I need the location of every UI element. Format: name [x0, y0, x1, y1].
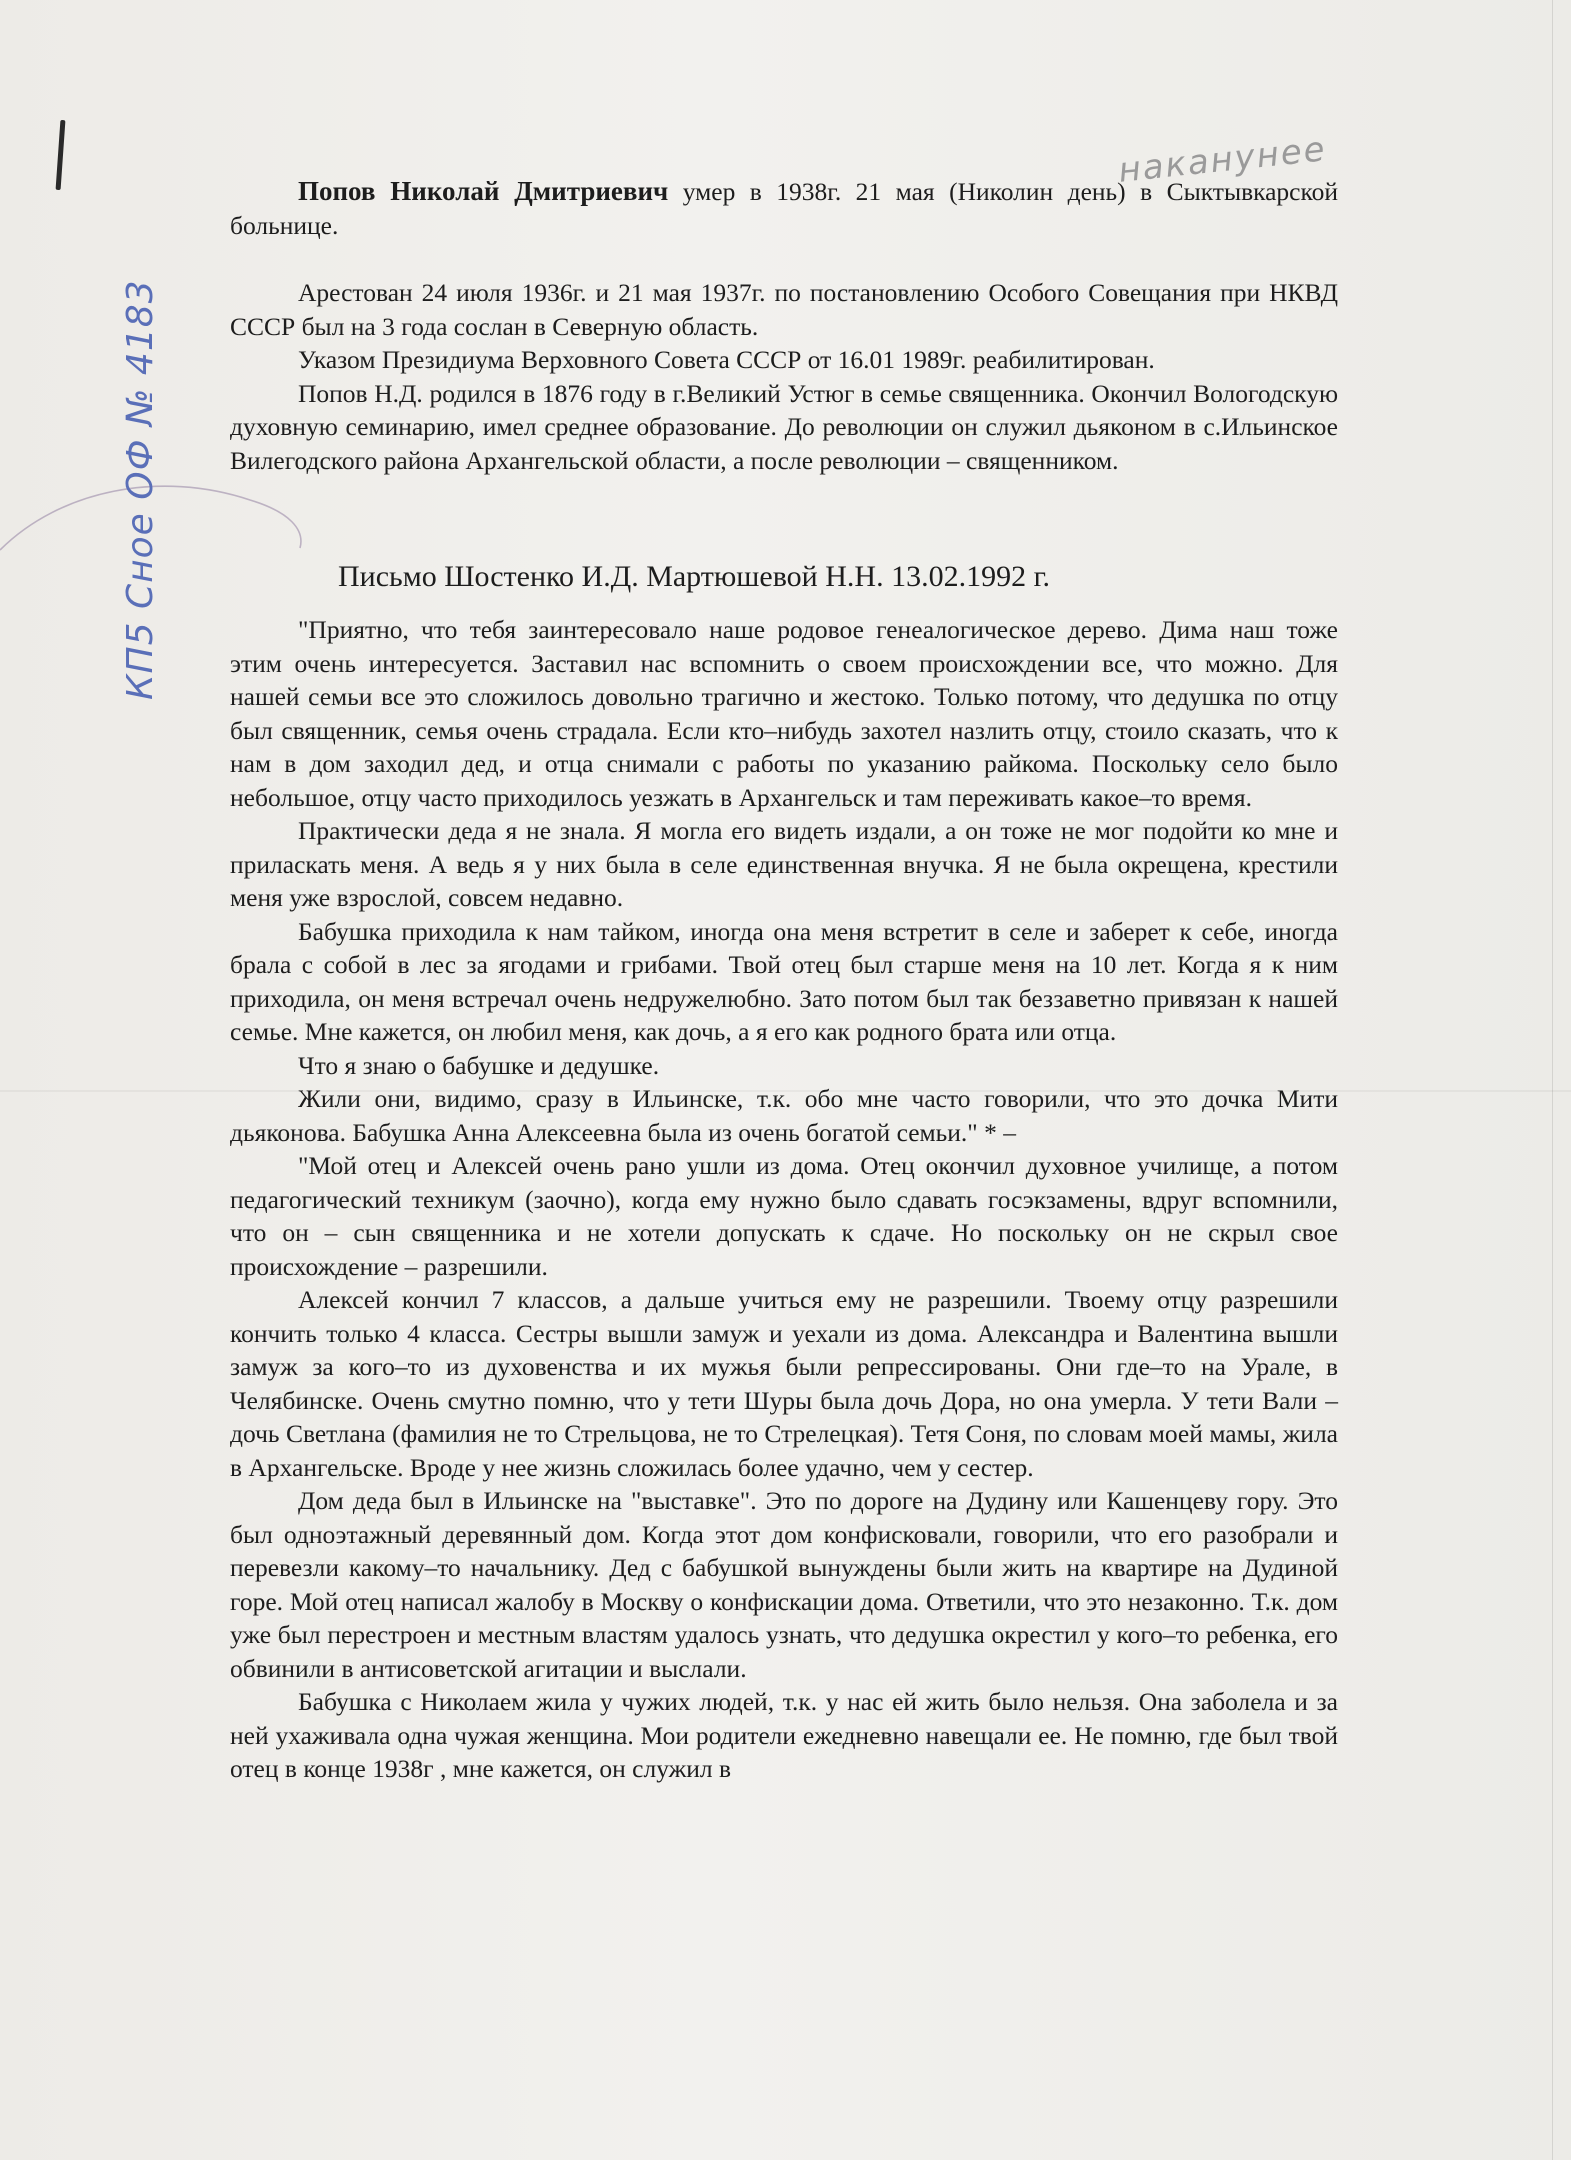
handwritten-corner-note: наканунее [1116, 129, 1329, 191]
letter-paragraph: Бабушка приходила к нам тайком, иногда она меня встретит в селе и заберет к себе, иногда брала с собой в лес за ягодами и грибами. Твой отец был старше меня на 10 лет. Когда я к ним приходила, он меня встречал очень недружелюбно. Зато потом был так беззаветно привязан к нашей семье. Мне кажется, он любил меня, как дочь, а я его как родного брата или отца. [230, 916, 1338, 1046]
person-name: Попов Николай Дмитриевич [298, 176, 669, 206]
letter-paragraph: "Приятно, что тебя заинтересовало наше родовое генеалогическое дерево. Дима наш тоже этим очень интересуется. Заставил нас вспомнить о своем происхождении все, что можно. Для нашей семьи все это сложилось довольно трагично и жестоко. Только потому, что дедушка по отцу был священник, семья очень страдала. Если кто–нибудь захотел назлить отцу, стоило сказать, что к нам в дом заходил дед, и отца снимали с работы по указанию райкома. Поскольку село было небольшое, отцу часто приходилось уезжать в Архангельск и там переживать какое–то время. [230, 615, 1338, 812]
death-statement: умер в 1938г. 21 мая (Николин день) в Сыктывкарской больнице. [230, 177, 1338, 240]
biography-section [230, 276, 1338, 477]
letter-paragraph: Дом деда был в Ильинске на "выставке". Это по дороге на Дудину или Кашенцеву гору. Это был одноэтажный деревянный дом. Когда этот дом конфисковали, говорили, что его разобрали и перевезли какому–то начальнику. Дед с бабушкой вынуждены были жить на квартире на Дудиной горе. Мой отец написал жалобу в Москву о конфискации дома. Ответили, что это незаконно. Т.к. дом уже был перестроен и местным властям удалось узнать, что дедушка окрестил у кого–то ребенка, его обвинили в антисоветской агитации и выслали. [230, 1486, 1338, 1683]
letter-paragraph: Что я знаю о бабушке и дедушке. [298, 1050, 660, 1080]
biography-paragraph: Попов Н.Д. родился в 1876 году в г.Великий Устюг в семье священника. Окончил Вологодскую духовную семинарию, имел среднее образование. До революции он служил дьяконом в с.Ильинское Вилегодского района Архангельской области, а после революции – священником. [230, 378, 1338, 475]
letter-paragraph: "Мой отец и Алексей очень рано ушли из дома. Отец окончил духовное училище, а потом педагогический техникум (заочно), когда ему нужно было сдавать госэкзамены, вдруг вспомнили, что он – сын священника и не хотели допускать к сдаче. Но поскольку он не скрыл свое происхождение – разрешили. [230, 1151, 1338, 1281]
paper-edge [1552, 0, 1553, 2160]
letter-paragraph: Практически деда я не знала. Я могла его видеть издали, а он тоже не мог подойти ко мне и приласкать меня. А ведь я у них была в селе единственная внучка. Я не была окрещена, крестили меня уже взрослой, совсем недавно. [230, 816, 1338, 912]
biography-paragraph: Арестован 24 июля 1936г. и 21 мая 1937г. по постановлению Особого Совещания при НКВД СССР был на 3 года сослан в Северную область. [230, 278, 1338, 341]
letter-paragraph: Алексей кончил 7 классов, а дальше учиться ему не разрешили. Твоему отцу разрешили кончить только 4 класса. Сестры вышли замуж и уехали из дома. Александра и Валентина вышли замуж за кого–то из духовенства и их мужья были репрессированы. Они где–то на Урале, в Челябинске. Очень смутно помню, что у тети Шуры была дочь Дора, но она умерла. У тети Вали – дочь Светлана (фамилия не то Стрельцова, не то Стрелецкая). Тетя Соня, по словам моей мамы, жила в Архангельске. Вроде у нее жизнь сложилась более удачно, чем у сестер. [230, 1285, 1338, 1482]
letter-title: Письмо Шостенко И.Д. Мартюшевой Н.Н. 13.02.1992 г. [338, 560, 1050, 593]
letter-paragraph: Бабушка с Николаем жила у чужих людей, т.к. у нас ей жить было нельзя. Она заболела и за ней ухаживала одна чужая женщина. Мои родители ежедневно навещали ее. Не помню, где был твой отец в конце 1938г , мне кажется, он служил в [230, 1687, 1338, 1783]
biography-paragraph: Указом Президиума Верховного Совета СССР от 16.01 1989г. реабилитирован. [298, 345, 1155, 374]
lead-paragraph [230, 175, 1338, 242]
letter-paragraph: Жили они, видимо, сразу в Ильинске, т.к. обо мне часто говорили, что это дочка Мити дьяконова. Бабушка Анна Алексеевна была из очень богатой семьи." * – [230, 1084, 1338, 1147]
archive-inventory-stamp: КП5 Сное ОФ № 4183 [120, 279, 161, 700]
margin-pen-mark [56, 120, 66, 190]
document-body [230, 175, 1338, 1786]
letter-body [230, 613, 1338, 1786]
